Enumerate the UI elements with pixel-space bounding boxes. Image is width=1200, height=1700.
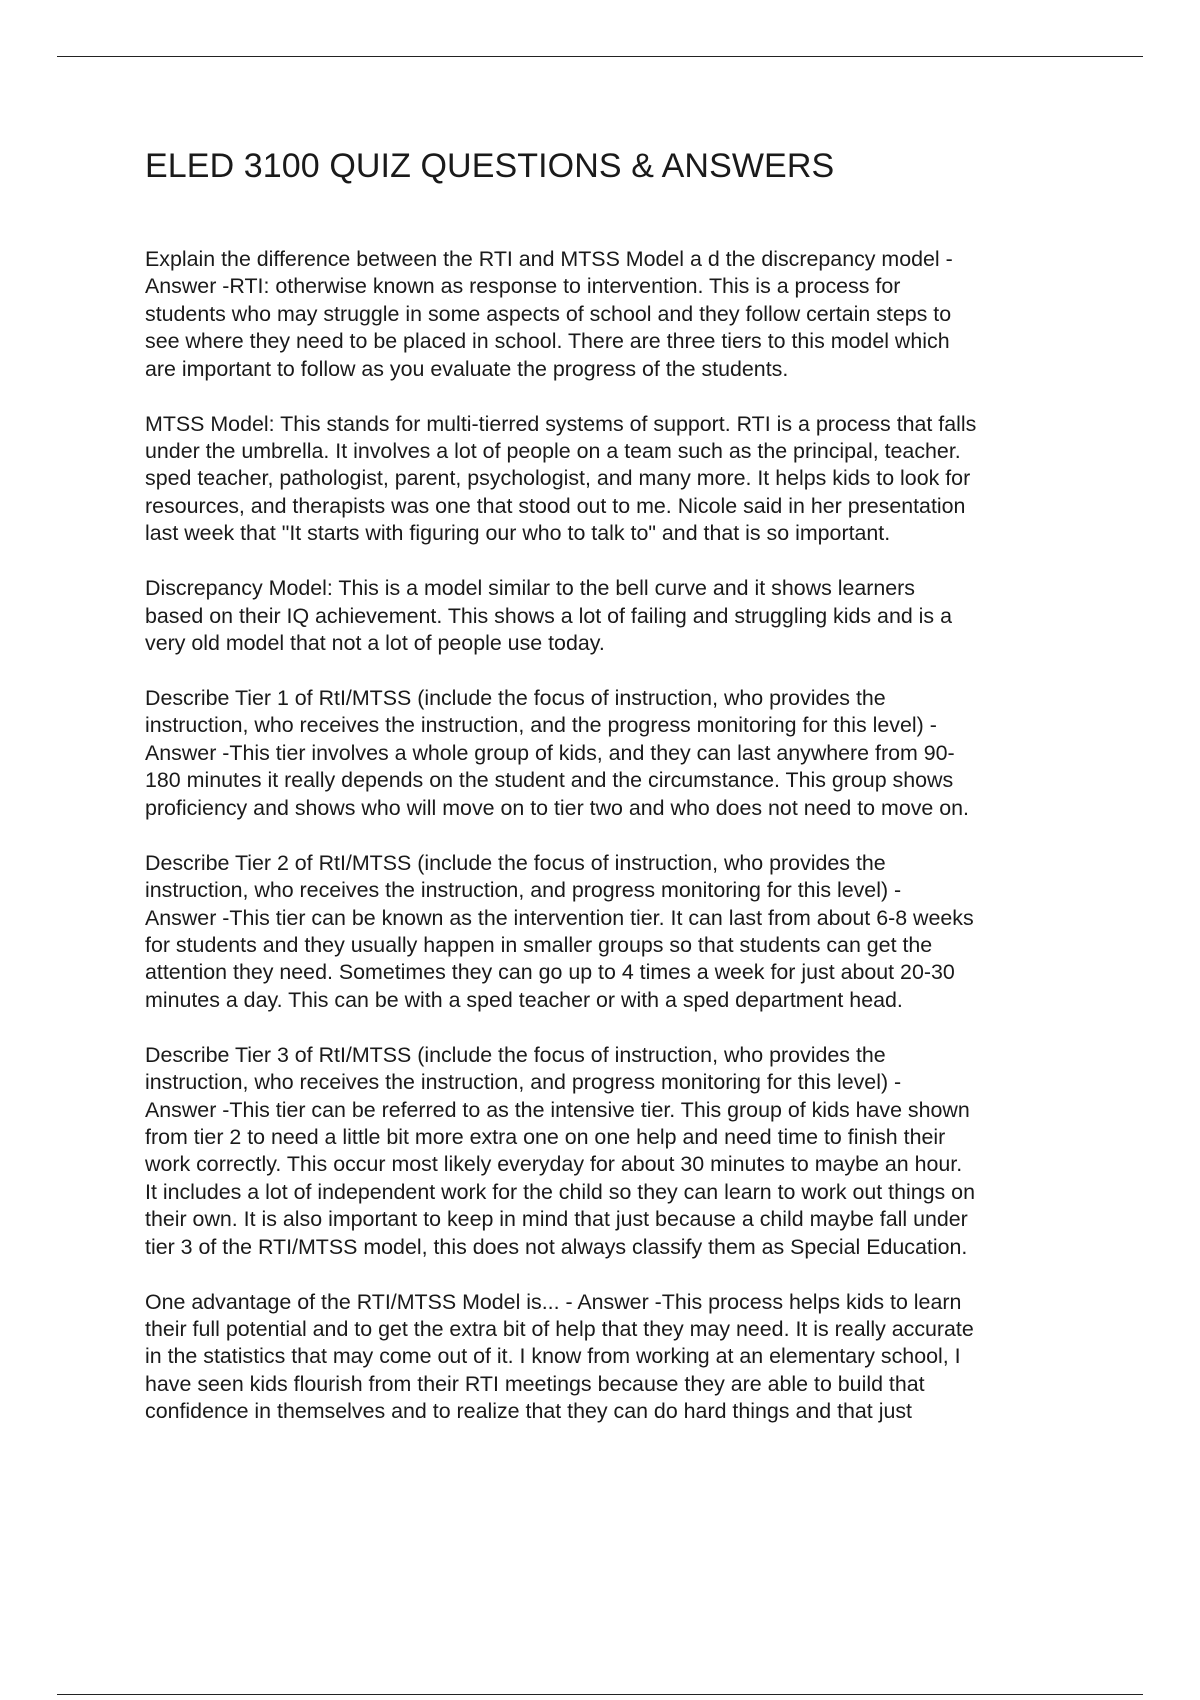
paragraph-rti-mtss-discrepancy: Explain the difference between the RTI and MTSS Model a d the discrepancy model - Answer -RTI: otherwise known as response to intervention. This is a process for students who may struggle in some aspects of school and they follow certain steps to see where they need to be placed in school. There are three tiers to this model which are important to follow as you evaluate the progress of the students. <box>145 247 953 381</box>
paragraph-tier-3: Describe Tier 3 of RtI/MTSS (include the focus of instruction, who provides the instruction, who receives the instruction, and progress monitoring for this level) - Answer -This tier can be referred to as the intensive tier. This group of kids have shown from tier 2 to need a little bit more extra one on one help and need time to finish their work correctly. This occur most likely everyday for about 30 minutes to maybe an hour. It includes a lot of independent work for the child so they can learn to work out things on their own. It is also important to keep in mind that just because a child maybe fall under tier 3 of the RTI/MTSS model, this does not always classify them as Special Education. <box>145 1042 975 1259</box>
footer-rule <box>57 1694 1143 1695</box>
document-body <box>145 140 1105 1453</box>
document-title: ELED 3100 QUIZ QUESTIONS & ANSWERS <box>145 147 835 185</box>
paragraph-advantage: One advantage of the RTI/MTSS Model is... - Answer -This process helps kids to learn their full potential and to get the extra bit of help that they may need. It is really accurate in the statistics that may come out of it. I know from working at an elementary school, I have seen kids flourish from their RTI meetings because they are able to build that confidence in themselves and to realize that they can do hard things and that just <box>145 1289 974 1424</box>
paragraph-mtss-model: MTSS Model: This stands for multi-tierred systems of support. RTI is a process that falls under the umbrella. It involves a lot of people on a team such as the principal, teacher. sped teacher, pathologist, parent, psychologist, and many more. It helps kids to look for resources, and therapists was one that stood out to me. Nicole said in her presentation last week that "It starts with figuring our who to talk to" and that is so important. <box>145 411 977 546</box>
header-rule <box>57 56 1143 57</box>
paragraph-discrepancy-model: Discrepancy Model: This is a model similar to the bell curve and it shows learners based on their IQ achievement. This shows a lot of failing and struggling kids and is a very old model that not a lot of people use today. <box>145 576 952 656</box>
paragraph-tier-2: Describe Tier 2 of RtI/MTSS (include the focus of instruction, who provides the instruction, who receives the instruction, and progress monitoring for this level) - Answer -This tier can be known as the intervention tier. It can last from about 6-8 weeks for students and they usually happen in smaller groups so that students can get the attention they need. Sometimes they can go up to 4 times a week for just about 20-30 minutes a day. This can be with a sped teacher or with a sped department head. <box>145 850 974 1012</box>
paragraph-tier-1: Describe Tier 1 of RtI/MTSS (include the focus of instruction, who provides the instruction, who receives the instruction, and the progress monitoring for this level) - Answer -This tier involves a whole group of kids, and they can last anywhere from 90- 180 minutes it really depends on the student and the circumstance. This group shows proficiency and shows who will move on to tier two and who does not need to move on. <box>145 686 969 820</box>
